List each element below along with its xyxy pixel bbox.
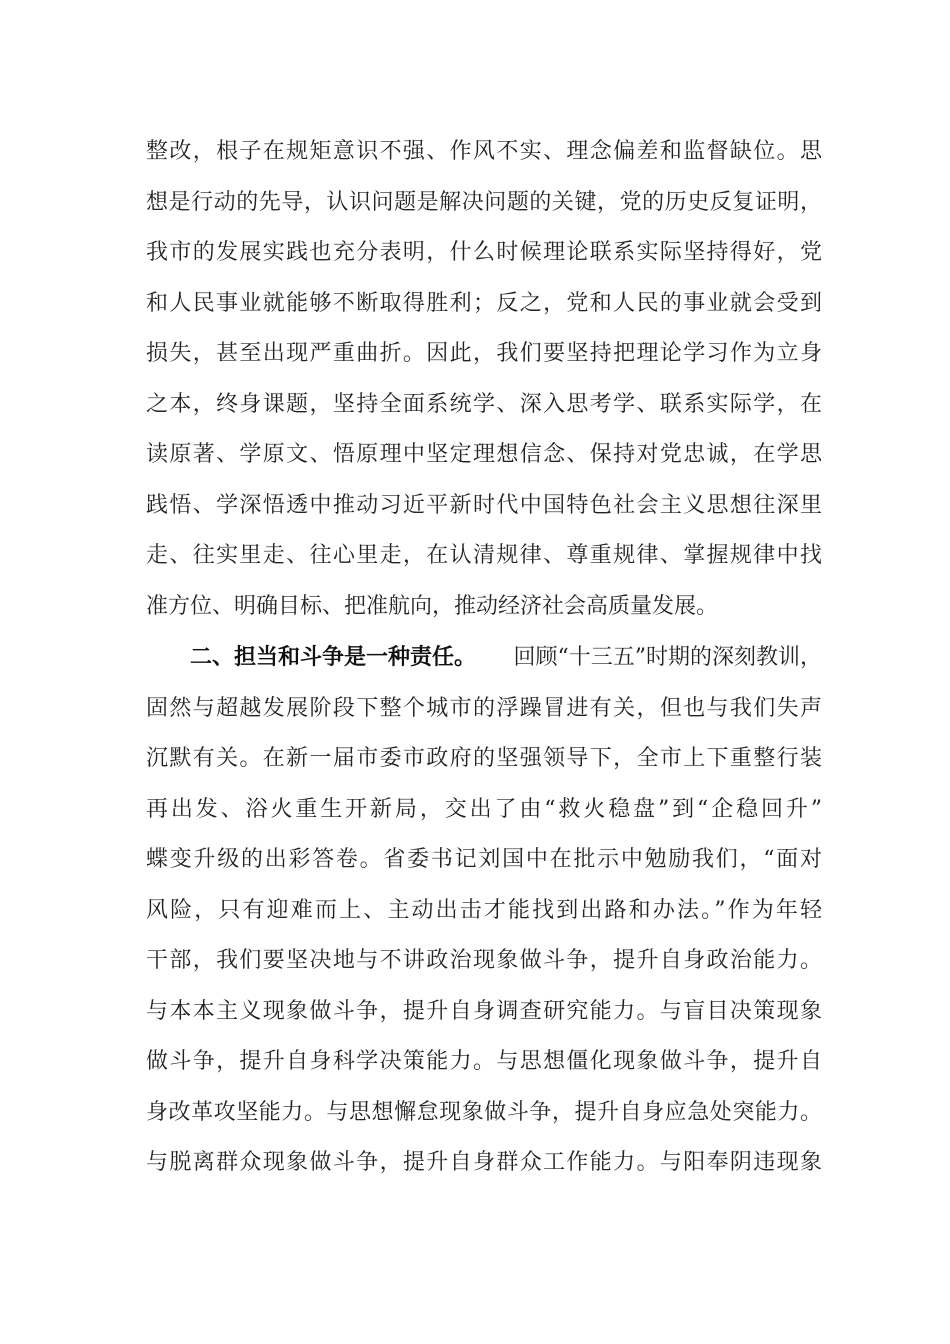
text-line: 沉默有关。在新一届市委市政府的坚强领导下，全市上下重整行装 xyxy=(146,746,822,771)
text-line: 固然与超越发展阶段下整个城市的浮躁冒进有关，但也与我们失声 xyxy=(146,695,822,721)
text-line: 准方位、明确目标、把准航向，推动经济社会高质量发展。 xyxy=(146,593,719,619)
paragraph-1 xyxy=(146,127,822,632)
text-line: 与脱离群众现象做斗争，提升自身群众工作能力。与阳奉阴违现象 xyxy=(146,1150,822,1175)
paragraph-2 xyxy=(146,633,822,1189)
text-line: 之本，终身课题，坚持全面系统学、深入思考学、联系实际学，在 xyxy=(146,391,822,417)
text-line: 走、往实里走、往心里走，在认清规律、尊重规律、掌握规律中找 xyxy=(146,543,822,568)
text-line: 身改革攻坚能力。与思想懈怠现象做斗争，提升自身应急处突能力。 xyxy=(146,1099,822,1125)
text-line: 与本本主义现象做斗争，提升自身调查研究能力。与盲目决策现象 xyxy=(146,998,822,1024)
text-line: 风险，只有迎难而上、主动出击才能找到出路和办法。”作为年轻 xyxy=(146,897,822,923)
text-line: 再出发、浴火重生开新局，交出了由“救火稳盘”到“企稳回升” xyxy=(146,796,822,822)
text-line: 我市的发展实践也充分表明，什么时候理论联系实际坚持得好，党 xyxy=(146,240,822,265)
text-line: 想是行动的先导，认识问题是解决问题的关键，党的历史反复证明， xyxy=(146,189,822,215)
text-line: 蝶变升级的出彩答卷。省委书记刘国中在批示中勉励我们，“面对 xyxy=(146,847,822,872)
paragraph-2-first-line xyxy=(146,633,822,684)
text-line: 回顾“十三五”时期的深刻教训， xyxy=(513,645,822,670)
text-line: 践悟、学深悟透中推动习近平新时代中国特色社会主义思想往深里 xyxy=(146,492,822,518)
section-heading: 二、担当和斗争是一种责任。 xyxy=(190,645,477,670)
text-line: 和人民事业就能够不断取得胜利；反之，党和人民的事业就会受到 xyxy=(146,290,822,316)
text-line: 整改，根子在规矩意识不强、作风不实、理念偏差和监督缺位。思 xyxy=(146,139,822,164)
text-line: 损失，甚至出现严重曲折。因此，我们要坚持把理论学习作为立身 xyxy=(146,341,822,366)
text-line: 读原著、学原文、悟原理中坚定理想信念、保持对党忠诚，在学思 xyxy=(146,442,822,467)
text-line: 做斗争，提升自身科学决策能力。与思想僵化现象做斗争，提升自 xyxy=(146,1049,822,1074)
text-line: 干部，我们要坚决地与不讲政治现象做斗争，提升自身政治能力。 xyxy=(146,948,822,973)
